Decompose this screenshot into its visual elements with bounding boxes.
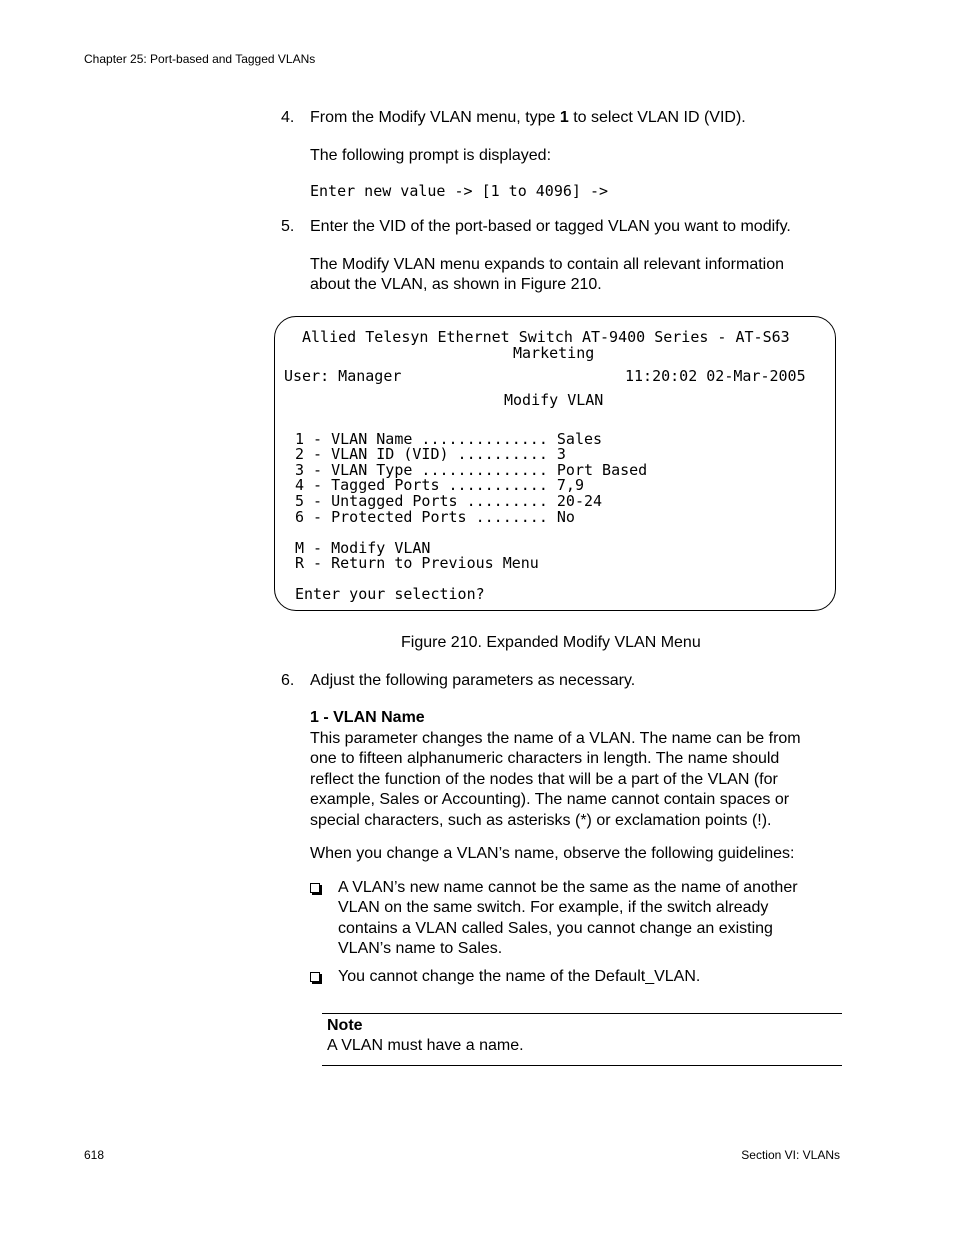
bullet-text: [338, 878, 843, 960]
parameter-description: [310, 729, 845, 831]
menu-item: 6 - Protected Ports ........ No: [295, 508, 575, 526]
step-number: 6.: [281, 672, 295, 689]
paragraph-line: special characters, such as asterisks (*) or exclamation points (!).: [310, 811, 772, 829]
section-footer: Section VI: VLANs: [741, 1148, 840, 1162]
menu-item: 1 - VLAN Name .............. Sales: [295, 430, 603, 448]
paragraph-line: about the VLAN, as shown in Figure 210.: [310, 276, 602, 294]
paragraph-line: This parameter changes the name of a VLAN. The name can be from: [310, 730, 801, 747]
running-header: Chapter 25: Port-based and Tagged VLANs: [84, 52, 316, 66]
step-text: Enter the VID of the port-based or tagged VLAN you want to modify.: [310, 218, 791, 235]
screen-title: Allied Telesyn Ethernet Switch AT-9400 Series - AT-S63: [302, 328, 790, 346]
step-text-part: to select VLAN ID (VID).: [568, 109, 746, 126]
note-bottom-rule: [322, 1065, 842, 1066]
screen-datetime: 11:20:02 02-Mar-2005: [625, 367, 806, 385]
paragraph-line: one to fifteen alphanumeric characters in length. The name should: [310, 750, 780, 768]
step-text-bold: 1: [559, 109, 569, 126]
paragraph-line: The Modify VLAN menu expands to contain all relevant information: [310, 256, 785, 273]
step-text: [310, 108, 746, 128]
screen-subtitle: Marketing: [513, 344, 595, 362]
menu-action: M - Modify VLAN: [295, 539, 431, 557]
prompt-code: Enter new value -> [1 to 4096] ->: [310, 182, 609, 200]
terminal-screen-figure: [274, 316, 836, 611]
prompt-intro: The following prompt is displayed:: [310, 147, 552, 164]
screen-user: User: Manager: [284, 367, 402, 385]
checkbox-bullet-icon: [310, 883, 320, 893]
paragraph-line: reflect the function of the nodes that will be a part of the VLAN (for: [310, 770, 778, 788]
step-5-paragraph: [310, 255, 845, 296]
guidelines-intro: When you change a VLAN’s name, observe the following guidelines:: [310, 845, 795, 862]
note-top-rule: [322, 1013, 842, 1014]
menu-item: 2 - VLAN ID (VID) .......... 3: [295, 445, 566, 463]
checkbox-bullet-icon: [310, 972, 320, 982]
bullet-text: [338, 967, 843, 987]
bullet-line: A VLAN’s new name cannot be the same as the name of another: [338, 879, 798, 896]
page-number: 618: [84, 1148, 105, 1162]
parameter-title: 1 - VLAN Name: [310, 709, 425, 726]
menu-item: 4 - Tagged Ports ........... 7,9: [295, 476, 584, 494]
note-title: Note: [327, 1017, 363, 1034]
menu-item: 5 - Untagged Ports ......... 20-24: [295, 492, 603, 510]
paragraph-line: example, Sales or Accounting). The name cannot contain spaces or: [310, 791, 790, 809]
menu-item: 3 - VLAN Type .............. Port Based: [295, 461, 648, 479]
bullet-line: VLAN on the same switch. For example, if the switch already: [338, 899, 769, 917]
selection-prompt: Enter your selection?: [295, 585, 485, 603]
step-number: 4.: [281, 109, 295, 126]
bullet-line: You cannot change the name of the Default_VLAN.: [338, 968, 701, 985]
bullet-line: VLAN’s name to Sales.: [338, 940, 503, 958]
step-text: Adjust the following parameters as necessary.: [310, 672, 636, 689]
figure-caption: Figure 210. Expanded Modify VLAN Menu: [401, 634, 701, 651]
step-number: 5.: [281, 218, 295, 235]
screen-menu-title: Modify VLAN: [504, 391, 604, 409]
step-text-part: From the Modify VLAN menu, type: [310, 109, 560, 126]
bullet-line: contains a VLAN called Sales, you cannot change an existing: [338, 919, 773, 937]
menu-action: R - Return to Previous Menu: [295, 554, 539, 572]
note-text: A VLAN must have a name.: [327, 1037, 524, 1054]
